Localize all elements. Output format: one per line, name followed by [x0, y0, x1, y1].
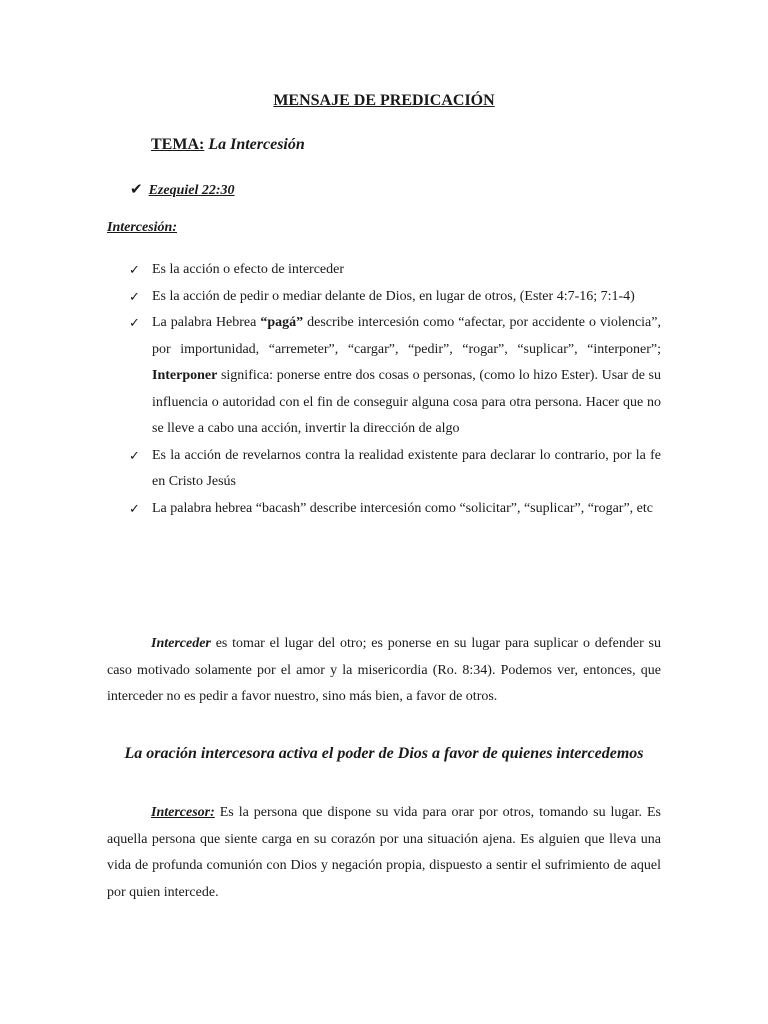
- list-item-text: Es la acción de pedir o mediar delante de Dios, en lugar de otros, (Ester 4:7-16; 7:1-4): [152, 288, 635, 304]
- term-paga: “pagá”: [260, 315, 304, 330]
- paragraph-lead: Interceder: [151, 636, 211, 651]
- list-item-text-mid: describe intercesión como “afectar, por accidente o violencia”, por importunidad, “arremeter”, “cargar”, “pedir”, “rogar”, “suplicar”, “interponer”;: [152, 315, 661, 357]
- section-heading: La oración intercesora activa el poder de Dios a favor de quienes intercedemos: [124, 745, 644, 762]
- scripture-reference: [130, 180, 235, 199]
- paragraph-body: Es la persona que dispone su vida para orar por otros, tomando su lugar. Es aquella persona que siente carga en su corazón por una situación ajena. Es alguien que lleva una vida de profunda comunión con Dios y negación propia, dispuesto a sentir el sufrimiento de aquel por quien intercede.: [107, 805, 661, 900]
- list-item: [107, 310, 661, 443]
- list-item: [107, 284, 661, 311]
- list-item-text-pre: La palabra Hebrea: [152, 315, 261, 330]
- list-item-text: Es la acción o efecto de interceder: [152, 262, 345, 277]
- paragraph-intercesor: [107, 800, 661, 906]
- document-title: MENSAJE DE PREDICACIÓN: [273, 92, 495, 109]
- paragraph-interceder: [107, 631, 661, 711]
- definition-list: [107, 257, 661, 522]
- checkmark-icon: ✓: [129, 447, 140, 463]
- section-label: Intercesión:: [107, 220, 177, 235]
- list-item: [107, 443, 661, 496]
- list-item: [107, 496, 661, 523]
- topic-value: La Intercesión: [208, 136, 305, 153]
- list-item-text-post: significa: ponerse entre dos cosas o personas, (como lo hizo Ester). Usar de su influencia o autoridad con el fin de conseguir alguna cosa para otra persona. Hacer que no se lleve a cabo una acción, invertir la dirección de algo: [152, 368, 661, 436]
- term-interponer: Interponer: [152, 368, 218, 383]
- checkmark-icon: ✓: [129, 288, 140, 304]
- checkmark-icon: ✔: [130, 182, 143, 198]
- checkmark-icon: ✓: [129, 315, 140, 330]
- list-item-text: La palabra hebrea “bacash” describe intercesión como “solicitar”, “suplicar”, “rogar”, etc: [152, 500, 653, 516]
- topic-label: TEMA:: [151, 136, 205, 153]
- checkmark-icon: ✓: [129, 262, 140, 277]
- topic-line: [151, 136, 305, 154]
- list-item: [107, 257, 661, 284]
- paragraph-body: es tomar el lugar del otro; es ponerse en su lugar para suplicar o defender su caso motivado solamente por el amor y la misericordia (Ro. 8:34). Podemos ver, entonces, que interceder no es pedir a favor nuestro, sino más bien, a favor de otros.: [107, 636, 661, 704]
- reference-text: Ezequiel 22:30: [148, 183, 235, 198]
- checkmark-icon: ✓: [129, 500, 140, 516]
- list-item-text: Es la acción de revelarnos contra la realidad existente para declarar lo contrario, por la fe en Cristo Jesús: [152, 447, 661, 489]
- paragraph-lead: Intercesor:: [151, 805, 215, 820]
